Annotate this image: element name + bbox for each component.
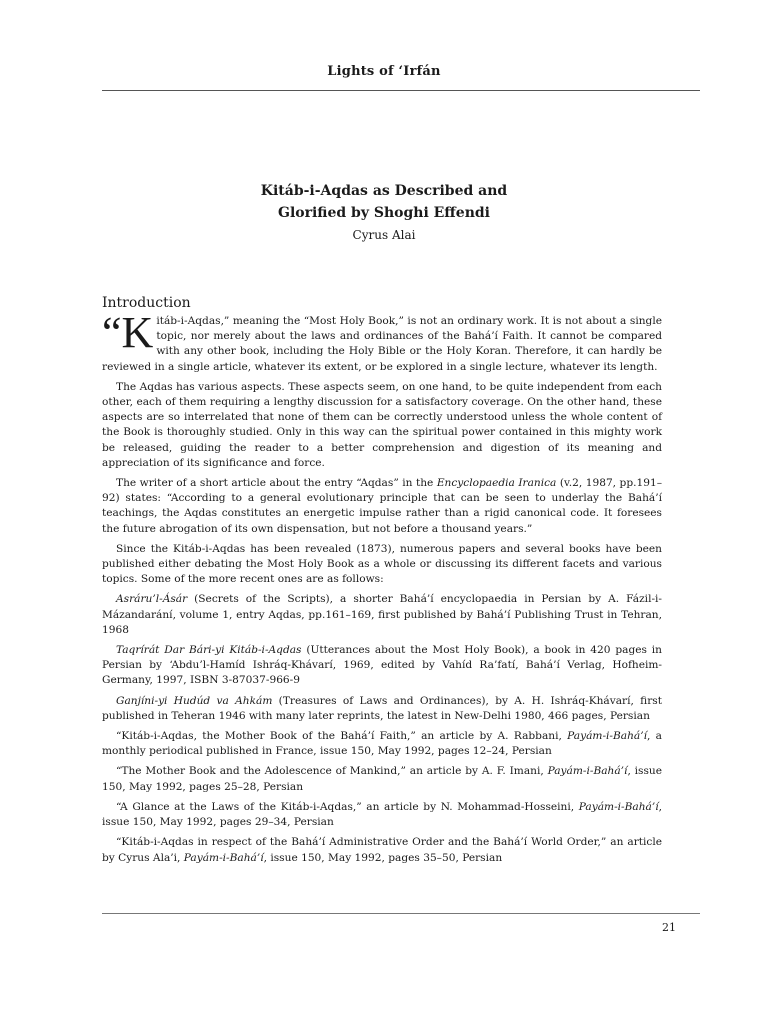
paragraph-4: Since the Kitáb-i-Aqdas has been revealed (1873), numerous papers and several books have been published either debating the Most Holy Book as a whole or discussing its different facets and various topics. Some of the more recent ones are as follows: — [102, 542, 662, 586]
bib-6-text-a: “A Glance at the Laws of the Kitáb-i-Aqdas,” an article by N. Mohammad-Hosseini, — [116, 800, 579, 813]
bibliography-item-1 — [102, 592, 662, 638]
bibliography-item-5 — [102, 764, 662, 794]
bib-3-text: (Treasures of Laws and Ordinances), by A. H. Ishráq-Khávarí, first published in Teheran 1946 with many later reprints, the latest in New-Delhi 1980, 466 pages, Persian — [102, 694, 663, 722]
header-rule — [102, 90, 700, 91]
running-head: Lights of ‘Irfán — [327, 64, 441, 79]
article-body — [102, 308, 663, 871]
title-line-2: Glorified by Shoghi Effendi — [278, 205, 490, 221]
bib-4-journal: Payám-i-Bahá’í — [567, 730, 647, 743]
bib-7-journal: Payám-i-Bahá’í — [183, 851, 264, 864]
bib-3-title: Ganjíni-yi Hudúd va Ahkám — [116, 694, 273, 707]
bib-2-text: (Utterances about the Most Holy Book), a book in 420 pages in Persian by ‘Abdu’l-Hamíd Ishráq-Khávarí, 1969, edited by Vahíd Ra’fatí, Bahá’í Verlag, Hofheim-Germany, 1997, ISBN 3-87037-966-9 — [102, 644, 662, 687]
bibliography-item-2 — [102, 643, 662, 689]
drop-cap-quote: “ — [102, 308, 122, 357]
bib-5-journal: Payám-i-Bahá’í — [547, 765, 628, 778]
page-number: 21 — [662, 921, 676, 934]
bib-7-text-a: “Kitáb-i-Aqdas in respect of the Bahá’í Administrative Order and the Bahá’í World Order,” an article by Cyrus Ala’i, — [102, 836, 662, 864]
article-author: Cyrus Alai — [352, 228, 416, 242]
section-heading: Introduction — [102, 295, 191, 311]
bib-7-text-b: , issue 150, May 1992, pages 35–50, Persian — [263, 851, 503, 864]
paragraph-3-text-b: (v.2, 1987, pp.191–92) states: “According to a general evolutionary principle that can be seen to underlay the Bahá’í teachings, the Aqdas constitutes an energetic impulse rather than a rigid canonical code. It foresees the future abrogation of its own dispensation, but not before a thousand years.” — [102, 477, 662, 535]
paragraph-3 — [102, 476, 662, 537]
title-line-1: Kitáb-i-Aqdas as Described and — [260, 183, 508, 199]
bib-5-text-a: “The Mother Book and the Adolescence of Mankind,” an article by A. F. Imani, — [116, 765, 548, 778]
bib-1-title: Asráru’l-Ásár — [116, 593, 188, 606]
bib-4-text-b: , a monthly periodical published in France, issue 150, May 1992, pages 12–24, Persian — [102, 730, 662, 758]
bibliography-item-3 — [102, 694, 662, 724]
bib-4-text-a: “Kitáb-i-Aqdas, the Mother Book of the Bahá’í Faith,” an article by A. Rabbani, — [116, 730, 568, 743]
paragraph-2: The Aqdas has various aspects. These aspects seem, on one hand, to be quite independent from each other, each of them requiring a lengthy discussion for a satisfactory coverage. On the other hand, these aspects are so interrelated that none of them can be correctly understood unless the whole content of the Book is thoroughly studied. Only in this way can the spiritual power contained in this mighty work be released, guiding the reader to a better comprehension and digestion of its meaning and appreciation of its significance and force. — [102, 380, 662, 469]
bib-5-text-b: , issue 150, May 1992, pages 25–28, Persian — [102, 765, 662, 793]
article-title — [0, 180, 768, 224]
bib-6-text-b: , issue 150, May 1992, pages 29–34, Persian — [102, 800, 662, 829]
bib-6-journal: Payám-i-Bahá’í — [578, 800, 659, 813]
paragraph-3-text-a: The writer of a short article about the entry “Aqdas” in the — [116, 477, 437, 490]
bibliography-item-4 — [102, 729, 662, 759]
bib-2-title: Taqrírát Dar Bári-yi Kitáb-i-Aqdas — [116, 644, 302, 657]
paragraph-3-italic: Encyclopaedia Iranica — [436, 477, 557, 490]
paragraph-1-text: itáb-i-Aqdas,” meaning the “Most Holy Book,” is not an ordinary work. It is not about a single topic, nor merely about the laws and ordinances of the Bahá’í Faith. It cannot be compared with any other book, including the Holy Bible or the Holy Koran. Therefore, it can hardly be reviewed in a single article, whatever its extent, or be explored in a single lecture, whatever its length. — [102, 315, 662, 373]
bib-1-text: (Secrets of the Scripts), a shorter Bahá’í encyclopaedia in Persian by A. Fázil-i-Mázandarání, volume 1, entry Aqdas, pp.161–169, first published by Bahá’í Publishing Trust in Tehran, 1968 — [102, 593, 662, 636]
paragraph-1 — [102, 308, 662, 375]
drop-cap — [102, 308, 154, 357]
bibliography-item-6 — [102, 800, 662, 830]
bibliography-item-7 — [102, 835, 662, 865]
footer-rule — [102, 913, 700, 914]
drop-cap-letter: K — [121, 308, 154, 357]
